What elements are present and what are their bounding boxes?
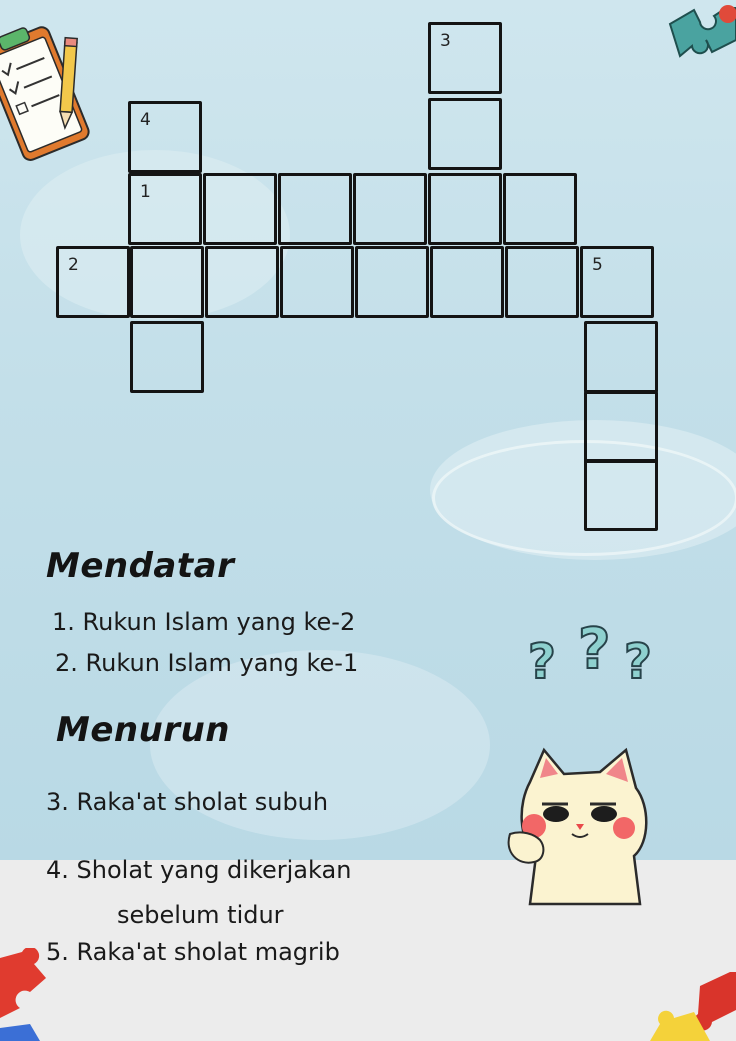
crossword-cell[interactable]: [584, 321, 658, 393]
crossword-cell[interactable]: [353, 173, 427, 245]
crossword-cell[interactable]: [584, 391, 658, 463]
crossword-cell[interactable]: [278, 173, 352, 245]
question-marks-icon: [528, 618, 668, 696]
crossword-cell[interactable]: [130, 321, 204, 393]
menurun-clue-3: 3. Raka'at sholat subuh: [46, 788, 329, 816]
crossword-cell[interactable]: [428, 173, 502, 245]
crossword-cell[interactable]: [584, 459, 658, 531]
crossword-cell[interactable]: [505, 246, 579, 318]
mendatar-clue-1: 1. Rukun Islam yang ke-2: [52, 608, 356, 636]
crossword-cell[interactable]: [428, 22, 502, 94]
clue-number: 2: [68, 255, 79, 275]
puzzle-piece-icon: [650, 966, 736, 1041]
crossword-cell[interactable]: [130, 246, 204, 318]
crossword-cell[interactable]: [430, 246, 504, 318]
mendatar-heading: Mendatar: [46, 546, 235, 586]
clue-number: 1: [140, 182, 151, 202]
crossword-cell[interactable]: [205, 246, 279, 318]
crossword-cell[interactable]: [428, 98, 502, 170]
clue-number: 3: [440, 31, 451, 51]
crossword-cell[interactable]: [128, 173, 202, 245]
puzzle-piece-icon: [664, 0, 736, 66]
svg-text:?: ?: [624, 634, 652, 690]
clipboard-icon: [0, 8, 100, 168]
svg-text:?: ?: [578, 618, 611, 682]
crossword-cell[interactable]: [355, 246, 429, 318]
clue-number: 4: [140, 110, 151, 130]
svg-text:?: ?: [528, 634, 556, 690]
clue-number: 5: [592, 255, 603, 275]
crossword-cell[interactable]: [56, 246, 130, 318]
menurun-heading: Menurun: [56, 710, 230, 750]
crossword-cell[interactable]: [128, 101, 202, 173]
crossword-cell[interactable]: [203, 173, 277, 245]
menurun-clue-4: 4. Sholat yang dikerjakan: [46, 856, 352, 884]
menurun-clue-4-cont: sebelum tidur: [117, 901, 284, 929]
cat-icon: [500, 742, 660, 912]
mendatar-clue-2: 2. Rukun Islam yang ke-1: [55, 649, 359, 677]
puzzle-piece-icon: [0, 948, 60, 1041]
pencil-icon: [54, 36, 82, 132]
crossword-cell[interactable]: [280, 246, 354, 318]
crossword-cell[interactable]: [503, 173, 577, 245]
menurun-clue-5: 5. Raka'at sholat magrib: [46, 938, 340, 966]
crossword-cell[interactable]: [580, 246, 654, 318]
